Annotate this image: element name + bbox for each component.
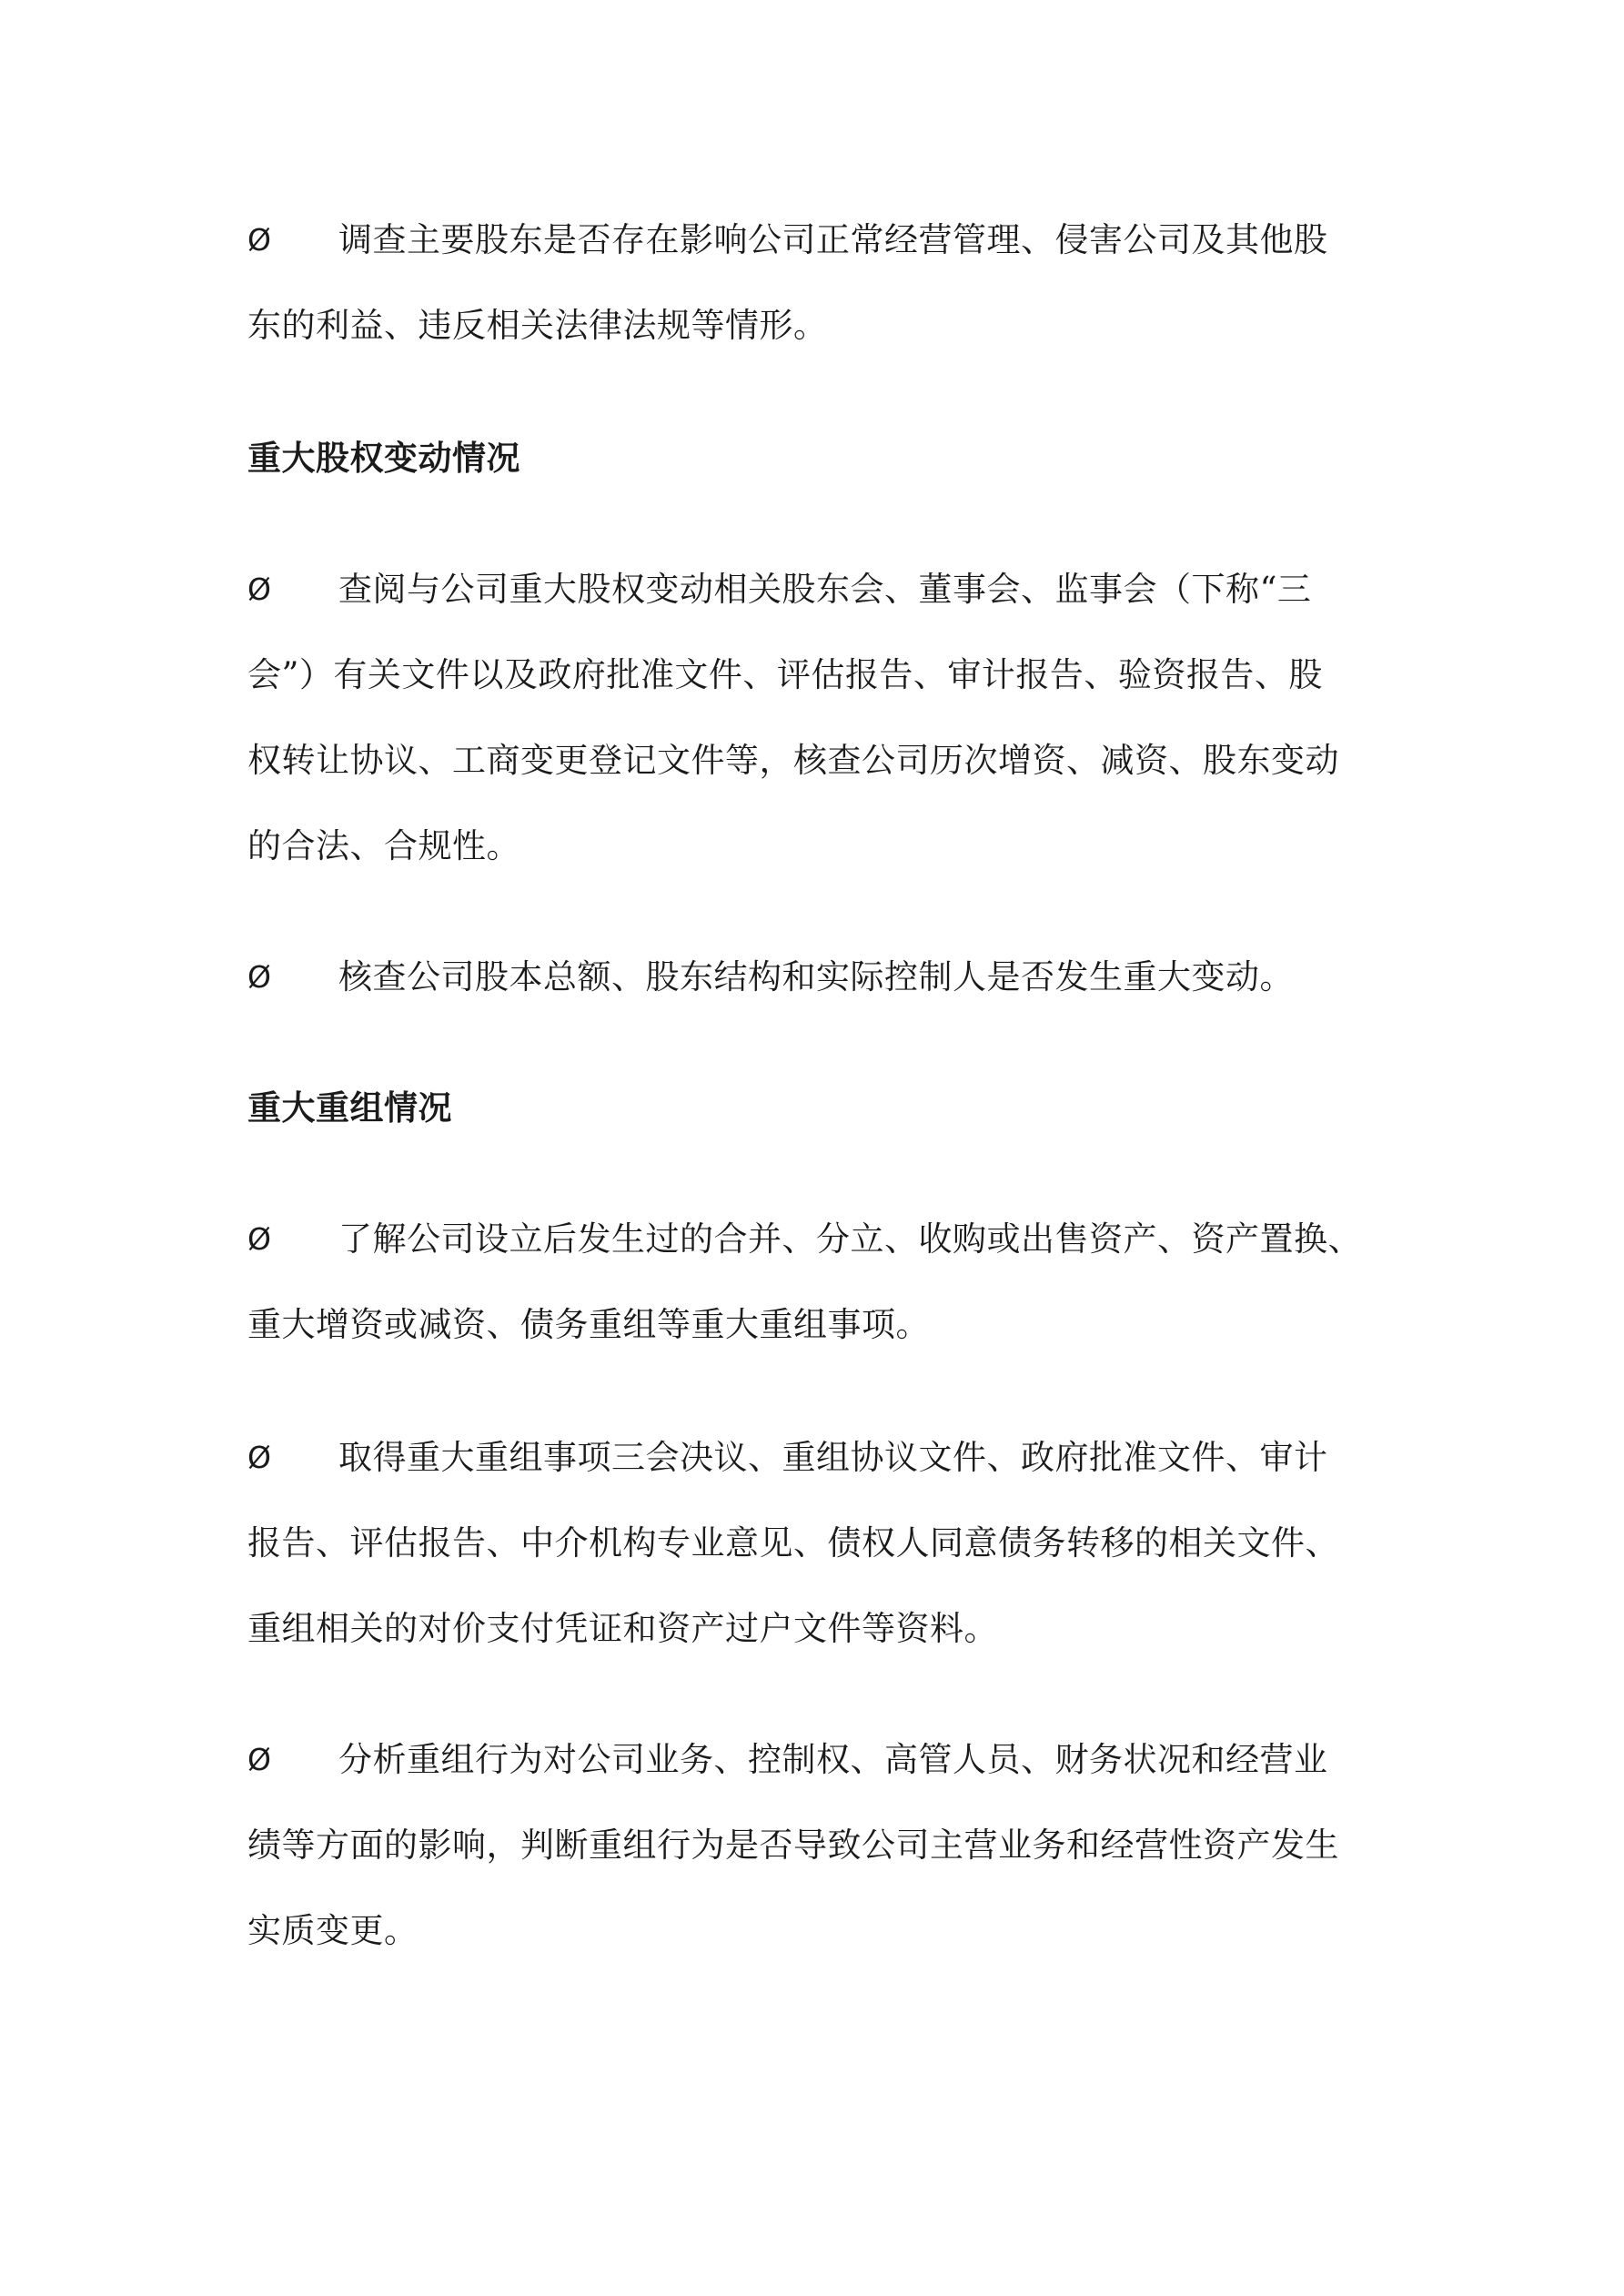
paragraph-line: 查阅与公司重大股权变动相关股东会、董事会、监事会（下称“三 <box>338 570 1312 609</box>
paragraph-line: 了解公司设立后发生过的合并、分立、收购或出售资产、资产置换、 <box>338 1219 1362 1259</box>
bullet-marker: Ø <box>247 959 271 995</box>
bullet-marker: Ø <box>247 222 271 258</box>
paragraph-line: 会”）有关文件以及政府批准文件、评估报告、审计报告、验资报告、股 <box>247 655 1323 694</box>
paragraph-line: 重大增资或减资、债务重组等重大重组事项。 <box>247 1305 930 1344</box>
section-heading: 重大股权变动情况 <box>247 438 520 478</box>
paragraph-line: 分析重组行为对公司业务、控制权、高管人员、财务状况和经营业 <box>338 1740 1328 1779</box>
bullet-marker: Ø <box>247 1440 271 1475</box>
paragraph-line: 调查主要股东是否存在影响公司正常经营管理、侵害公司及其他股 <box>338 220 1328 259</box>
paragraph-line: 取得重大重组事项三会决议、重组协议文件、政府批准文件、审计 <box>338 1438 1328 1477</box>
paragraph-line: 报告、评估报告、中介机构专业意见、债权人同意债务转移的相关文件、 <box>247 1523 1339 1563</box>
paragraph-line: 权转让协议、工商变更登记文件等，核查公司历次增资、减资、股东变动 <box>247 741 1339 780</box>
paragraph-line: 的合法、合规性。 <box>247 826 520 865</box>
section-heading: 重大重组情况 <box>247 1087 452 1128</box>
bullet-marker: Ø <box>247 1221 271 1257</box>
paragraph-line: 东的利益、违反相关法律法规等情形。 <box>247 306 828 345</box>
paragraph-line: 核查公司股本总额、股东结构和实际控制人是否发生重大变动。 <box>338 957 1294 996</box>
paragraph-line: 重组相关的对价支付凭证和资产过户文件等资料。 <box>247 1609 998 1648</box>
bullet-marker: Ø <box>247 1742 271 1777</box>
paragraph-line: 实质变更。 <box>247 1911 419 1950</box>
paragraph-line: 绩等方面的影响，判断重组行为是否导致公司主营业务和经营性资产发生 <box>247 1826 1339 1865</box>
bullet-marker: Ø <box>247 571 271 607</box>
